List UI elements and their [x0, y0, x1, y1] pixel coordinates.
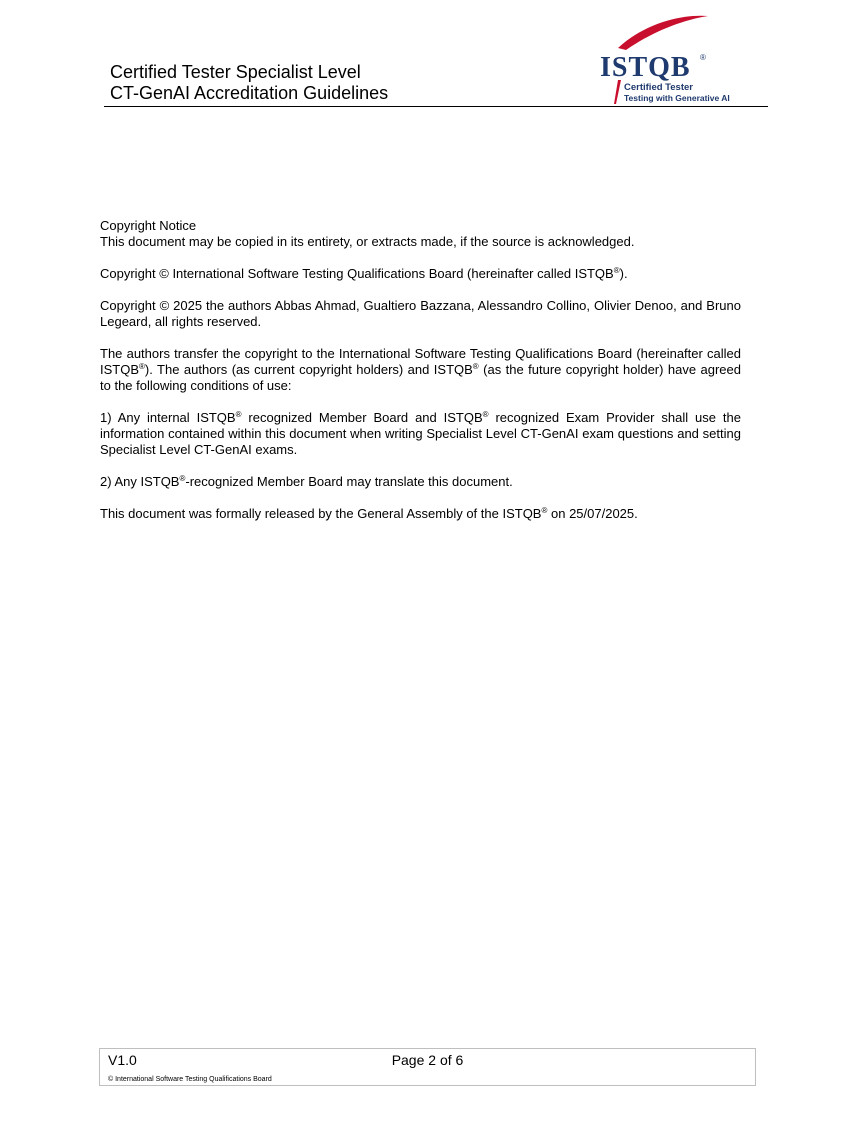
copyright-notice-title: Copyright Notice — [100, 218, 197, 233]
release-statement: This document was formally released by the General Assembly of the ISTQB® on 25/07/2025. — [100, 506, 638, 521]
logo-registered-mark: ® — [700, 53, 706, 62]
istqb-logo — [596, 12, 746, 108]
copyright-section — [100, 218, 741, 538]
logo-brand-text: ISTQB — [600, 52, 691, 83]
conditions-item-1: 1) Any internal ISTQB® recognized Member Board and ISTQB® recognized Exam Provider shall use the information contained within this document when writing Specialist Level CT-GenAI exam questions and setting Specialist Level CT-GenAI exams. — [100, 410, 741, 457]
copyright-paragraph-2: Copyright © 2025 the authors Abbas Ahmad, Gualtiero Bazzana, Alessandro Collino, Olivier Denoo, and Bruno Legeard, all rights reserved. — [100, 298, 741, 329]
footer-page-number: Page 2 of 6 — [391, 1052, 464, 1068]
header-divider — [104, 106, 768, 107]
title-line-2: CT-GenAI Accreditation Guidelines — [110, 83, 389, 103]
footer-copyright: © International Software Testing Qualifications Board — [108, 1076, 272, 1083]
document-title — [110, 62, 388, 104]
copyright-notice-text: This document may be copied in its entirety, or extracts made, if the source is acknowledged. — [100, 234, 635, 249]
logo-subtitle-1: Certified Tester — [624, 82, 693, 93]
copyright-paragraph-1: Copyright © International Software Testing Qualifications Board (hereinafter called ISTQB®). — [100, 266, 628, 281]
logo-slash — [614, 80, 621, 104]
title-line-1: Certified Tester Specialist Level — [110, 62, 361, 82]
copyright-paragraph-3: The authors transfer the copyright to the International Software Testing Qualifications Board (hereinafter called ISTQB®). The authors (as current copyright holders) and ISTQB® (as the future copyright holder) have agreed to the following conditions of use: — [100, 346, 741, 393]
logo-subtitle-2: Testing with Generative AI — [624, 93, 730, 103]
istqb-logo-graphic — [596, 12, 746, 108]
logo-swoosh — [618, 16, 708, 50]
conditions-item-2: 2) Any ISTQB®-recognized Member Board may translate this document. — [100, 474, 513, 489]
page-footer — [99, 1048, 756, 1086]
footer-version: V1.0 — [108, 1052, 137, 1068]
